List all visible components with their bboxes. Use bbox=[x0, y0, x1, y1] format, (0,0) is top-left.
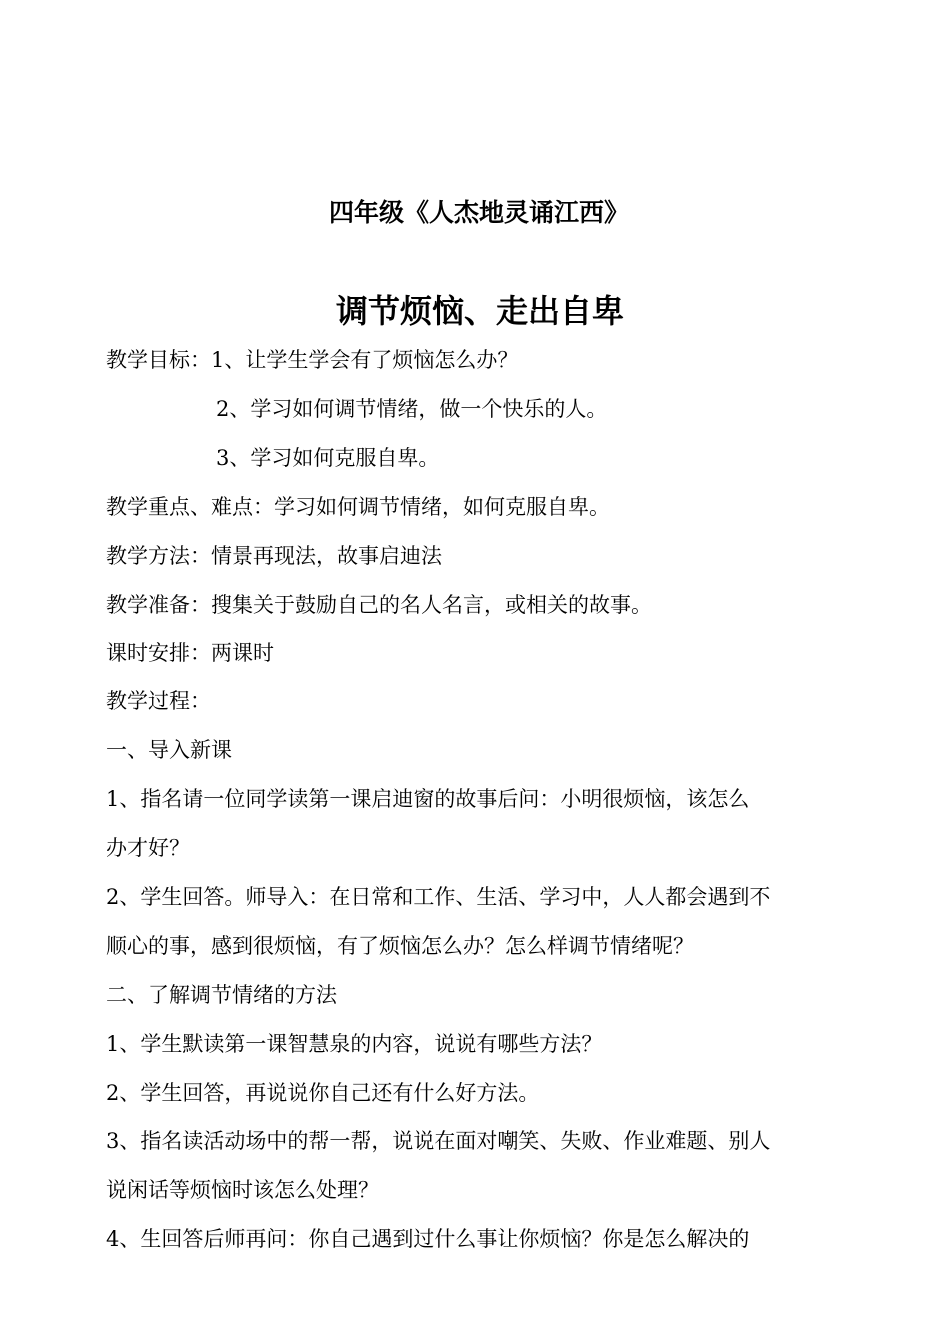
paragraph-line: 1、指名请一位同学读第一课启迪窗的故事后问：小明很烦恼，该怎么 bbox=[106, 787, 750, 811]
paragraph-line: 说闲话等烦恼时该怎么处理？ bbox=[106, 1178, 379, 1202]
section-heading-intro: 一、导入新课 bbox=[106, 738, 232, 762]
document-subtitle: 四年级《人杰地灵诵江西》 bbox=[328, 198, 629, 227]
teaching-goal-item-3: 3、学习如何克服自卑。 bbox=[216, 446, 440, 470]
paragraph-line: 顺心的事，感到很烦恼，有了烦恼怎么办？怎么样调节情绪呢？ bbox=[106, 934, 694, 958]
document-title: 调节烦恼、走出自卑 bbox=[335, 292, 624, 330]
class-schedule-line: 课时安排：两课时 bbox=[106, 641, 274, 665]
teaching-preparation-line: 教学准备：搜集关于鼓励自己的名人名言，或相关的故事。 bbox=[106, 593, 652, 617]
teaching-goal-line: 教学目标：1、让学生学会有了烦恼怎么办？ bbox=[106, 348, 519, 372]
paragraph-line: 办才好？ bbox=[106, 836, 190, 860]
paragraph-line: 3、指名读活动场中的帮一帮，说说在面对嘲笑、失败、作业难题、别人 bbox=[106, 1129, 771, 1153]
teaching-process-heading: 教学过程： bbox=[106, 689, 211, 713]
paragraph-line: 2、学生回答，再说说你自己还有什么好方法。 bbox=[106, 1081, 540, 1105]
teaching-method-line: 教学方法：情景再现法，故事启迪法 bbox=[106, 544, 442, 568]
paragraph-line: 4、生回答后师再问：你自己遇到过什么事让你烦恼？你是怎么解决的 bbox=[106, 1227, 750, 1251]
teaching-goal-item-2: 2、学习如何调节情绪，做一个快乐的人。 bbox=[216, 397, 608, 421]
paragraph-line: 2、学生回答。师导入：在日常和工作、生活、学习中，人人都会遇到不 bbox=[106, 885, 771, 909]
key-points-line: 教学重点、难点：学习如何调节情绪，如何克服自卑。 bbox=[106, 495, 610, 519]
paragraph-line: 1、学生默读第一课智慧泉的内容，说说有哪些方法？ bbox=[106, 1032, 603, 1056]
section-heading-methods: 二、了解调节情绪的方法 bbox=[106, 983, 337, 1007]
